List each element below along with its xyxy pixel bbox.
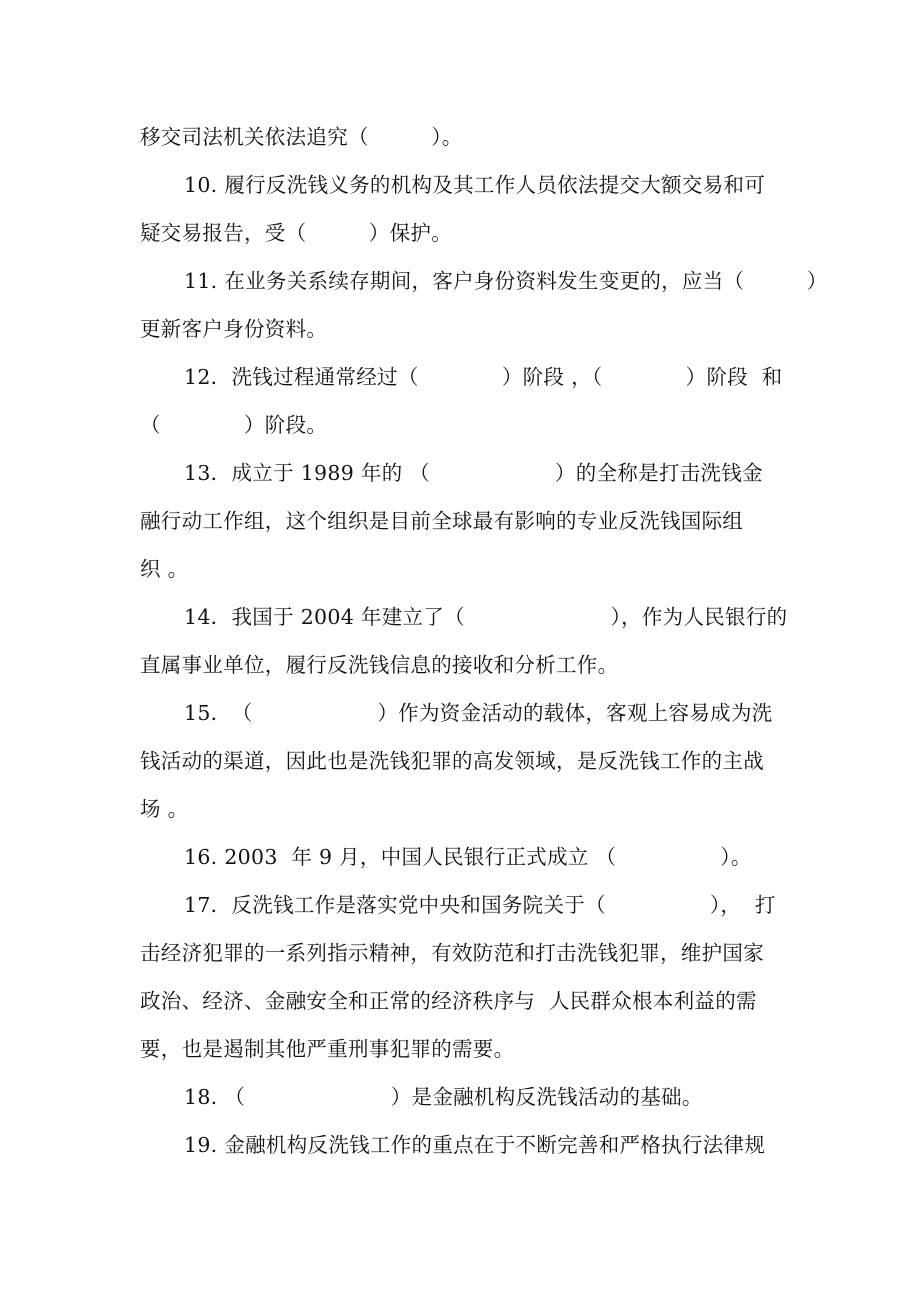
text-line: 移交司法机关依法追究（ ）。 [140, 125, 463, 149]
text-line: 疑交易报告，受（ ）保护。 [140, 221, 452, 245]
question-17: 17．反洗钱工作是落实党中央和国务院关于（ ）， 打 [184, 893, 776, 917]
text-line: （ ）阶段。 [140, 413, 328, 437]
question-14: 14．我国于 2004 年建立了（ ），作为人民银行的 [184, 605, 788, 629]
question-16: 16. 2003 年 9 月，中国人民银行正式成立 （ ）。 [184, 845, 752, 869]
text-line: 场 。 [140, 797, 189, 821]
question-19: 19. 金融机构反洗钱工作的重点在于不断完善和严格执行法律规 [184, 1133, 766, 1157]
text-line: 织 。 [140, 557, 189, 581]
question-10: 10. 履行反洗钱义务的机构及其工作人员依法提交大额交易和可 [184, 173, 766, 197]
question-18: 18. （ ）是金融机构反洗钱活动的基础。 [184, 1085, 703, 1109]
text-line: 要，也是遏制其他严重刑事犯罪的需要。 [140, 1037, 515, 1061]
question-11: 11. 在业务关系续存期间，客户身份资料发生变更的，应当（ ） [184, 269, 828, 293]
text-line: 政治、经济、金融安全和正常的经济秩序与 人民群众根本利益的需 [140, 989, 757, 1013]
text-line: 直属事业单位，履行反洗钱信息的接收和分析工作。 [140, 653, 619, 677]
text-line: 钱活动的渠道，因此也是洗钱犯罪的高发领域，是反洗钱工作的主战 [140, 749, 764, 773]
question-15: 15． （ ）作为资金活动的载体，客观上容易成为洗 [184, 701, 773, 725]
question-13: 13．成立于 1989 年的 （ ）的全称是打击洗钱金 [184, 461, 763, 485]
text-line: 击经济犯罪的一系列指示精神，有效防范和打击洗钱犯罪，维护国家 [140, 941, 764, 965]
text-line: 更新客户身份资料。 [140, 317, 328, 341]
question-12: 12．洗钱过程通常经过（ ）阶段 ，（ ）阶段 和 [184, 365, 783, 389]
text-line: 融行动工作组，这个组织是目前全球最有影响的专业反洗钱国际组 [140, 509, 744, 533]
